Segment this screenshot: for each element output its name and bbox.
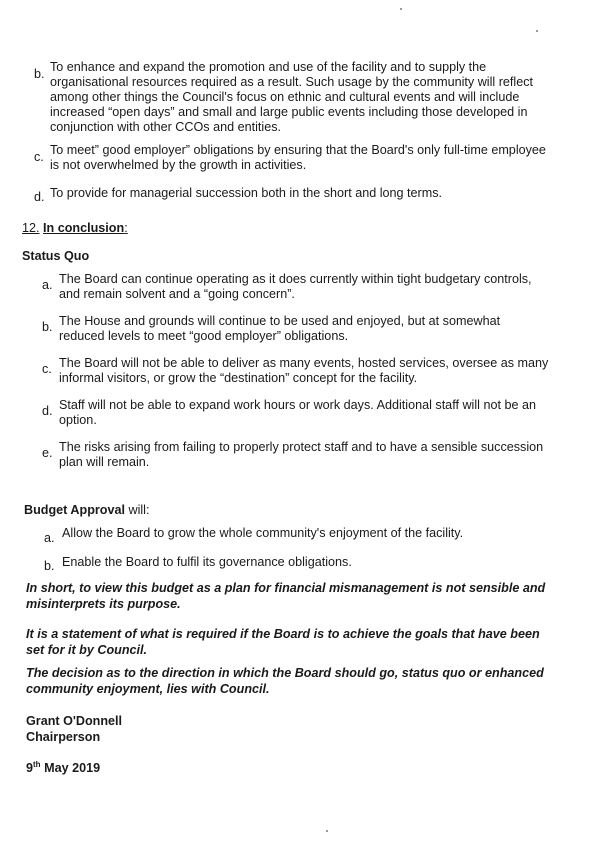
list-item-text: The Board will not be able to deliver as many events, hosted services, oversee as many informal visitors, or grow the “destination” concept for the facility. (59, 356, 549, 385)
budget-heading-rest: will: (124, 503, 150, 517)
list-item-text: To provide for managerial succession both in the short and long terms. (50, 186, 443, 200)
list-item-text: Allow the Board to grow the whole community's enjoyment of the facility. (62, 526, 464, 540)
signatory-role: Chairperson (26, 730, 101, 744)
document-date (26, 760, 100, 776)
date-day: 9 (26, 761, 34, 775)
list-item-text: To enhance and expand the promotion and use of the facility and to supply the organisational resources required as a result. Such usage by the community will reflect among other things the Council's focus on ethnic and cultural events and will include increased “open days” and small and large public events including those developed in conjunction with other CCOs and entities. (50, 60, 533, 134)
section-title: In conclusion (43, 221, 125, 235)
list-item-text: The risks arising from failing to properly protect staff and to have a sensible succession plan will remain. (59, 440, 544, 469)
date-suffix: th (33, 759, 41, 769)
budget-heading (24, 503, 149, 517)
section-heading: 12. In conclusion: (22, 221, 128, 235)
list-marker: a. (42, 278, 53, 292)
date-rest: May 2019 (40, 761, 101, 775)
signatory-name: Grant O'Donnell (26, 714, 123, 728)
section-number: 12. (22, 221, 40, 235)
list-item-text: Staff will not be able to expand work hours or work days. Additional staff will not be an option. (59, 398, 536, 427)
list-marker: b. (44, 559, 55, 573)
list-marker: e. (42, 446, 53, 460)
list-item-text: Enable the Board to fulfil its governance obligations. (62, 555, 352, 569)
list-item-text: To meet” good employer” obligations by ensuring that the Board's only full-time employee is not overwhelmed by the growth in activities. (50, 143, 546, 172)
list-marker: b. (42, 320, 53, 334)
list-marker: c. (34, 150, 44, 164)
scan-speck (326, 830, 328, 832)
list-item-text: The House and grounds will continue to be used and enjoyed, but at somewhat reduced levels to meet “good employer” obligations. (59, 314, 501, 343)
status-quo-heading: Status Quo (22, 249, 90, 263)
list-marker: d. (34, 190, 45, 204)
conclusion-paragraph: The decision as to the direction in which the Board should go, status quo or enhanced community enjoyment, lies with Council. (26, 666, 544, 696)
scan-speck (400, 8, 402, 10)
list-marker: d. (42, 404, 53, 418)
budget-heading-bold: Budget Approval (24, 503, 125, 517)
list-marker: a. (44, 531, 55, 545)
list-marker: c. (42, 362, 52, 376)
list-marker: b. (34, 67, 45, 81)
conclusion-paragraph: It is a statement of what is required if the Board is to achieve the goals that have been set for it by Council. (26, 627, 540, 657)
conclusion-paragraph: In short, to view this budget as a plan for financial mismanagement is not sensible and misinterprets its purpose. (26, 581, 546, 611)
list-item-text: The Board can continue operating as it does currently within tight budgetary controls, and remain solvent and a “going concern”. (59, 272, 532, 301)
scan-speck (536, 30, 538, 32)
